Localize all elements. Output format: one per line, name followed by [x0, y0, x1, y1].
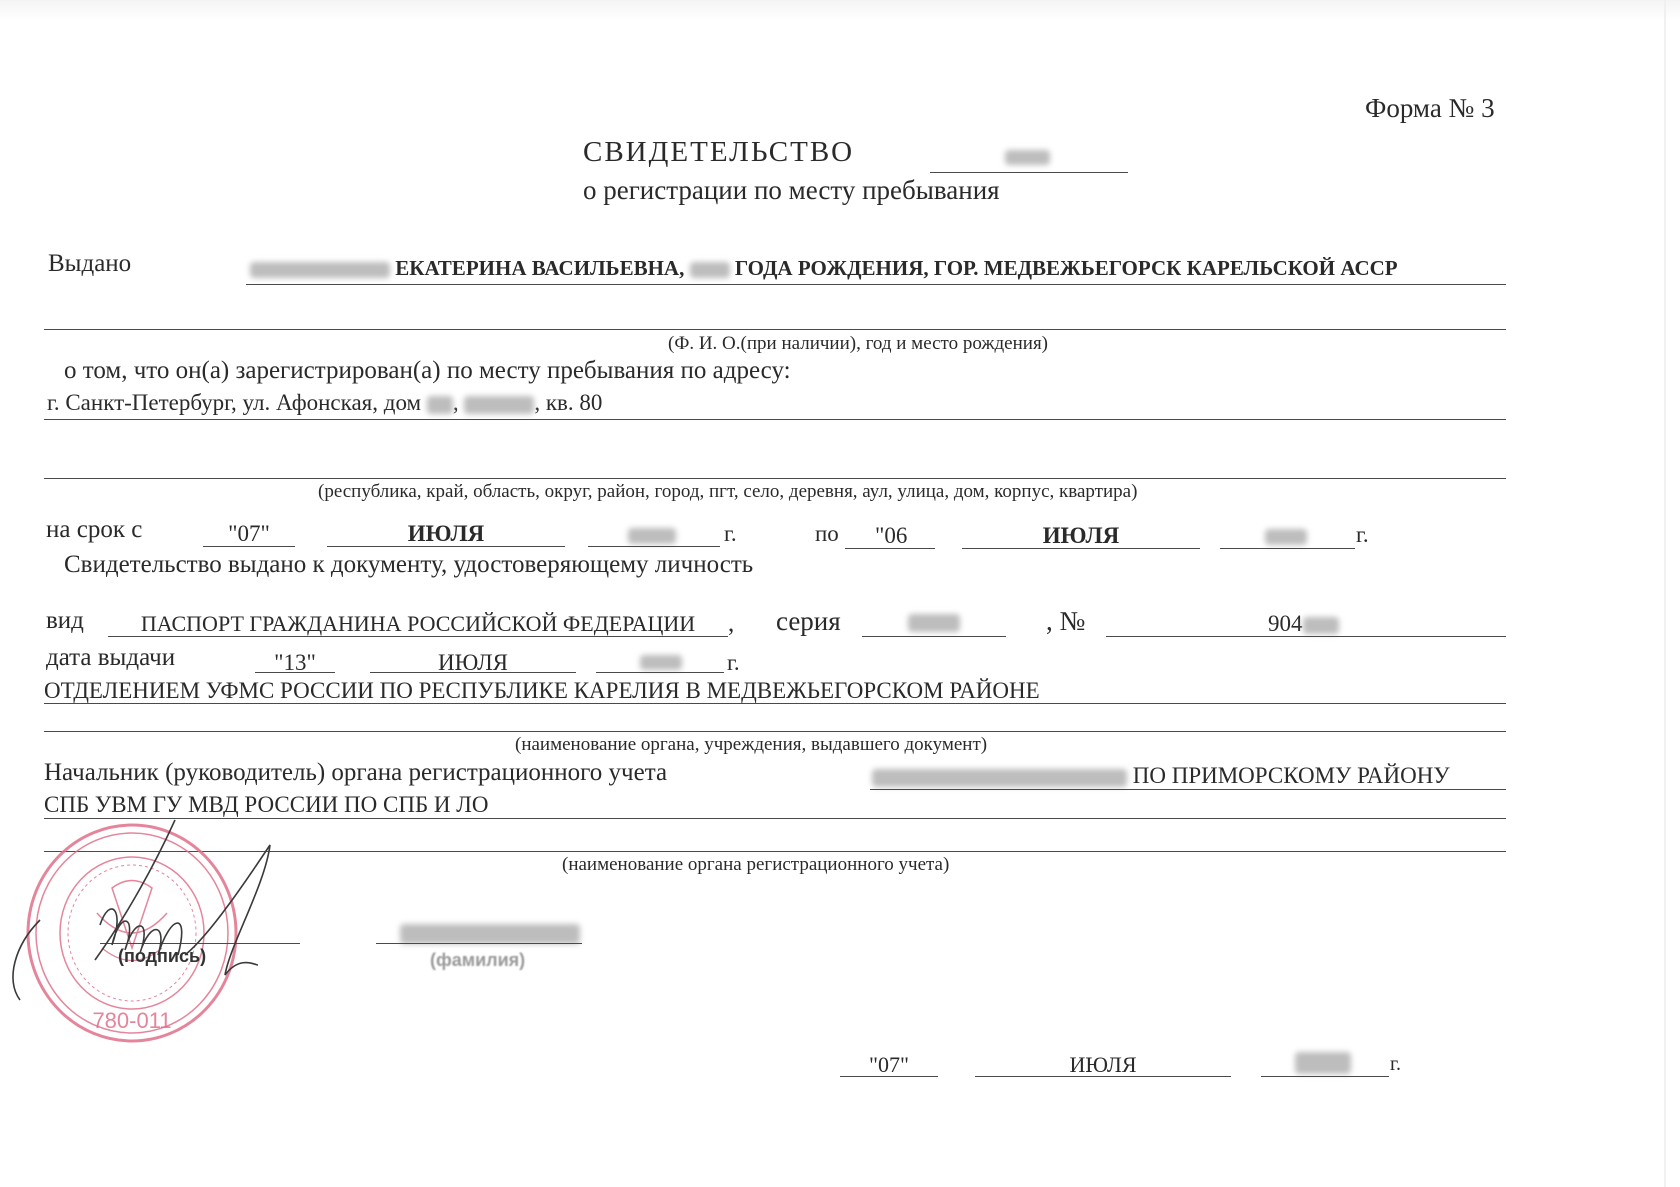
doc-type-label: вид: [46, 607, 84, 634]
issue-date-year-suffix: г.: [1390, 1053, 1401, 1075]
surname-caption: (фамилия): [430, 950, 526, 970]
issuer-caption: (наименование органа, учреждения, выдавшего документ): [515, 734, 988, 755]
svg-text:780-011: 780-011: [92, 1008, 172, 1033]
term-to-year-suffix: г.: [1356, 522, 1369, 547]
issued-to-caption: (Ф. И. О.(при наличии), год и место рождения): [668, 333, 1049, 354]
issue-date-month: ИЮЛЯ: [1069, 1052, 1137, 1077]
term-from-day-line: [203, 546, 295, 547]
term-label: на срок с: [46, 516, 143, 543]
scan-right-edge: [1664, 0, 1666, 1187]
address-caption: (республика, край, область, округ, район, город, пгт, село, деревня, аул, улица, дом, корпус, квартира): [318, 481, 1138, 502]
term-from-day: "07": [228, 521, 270, 546]
document-title: СВИДЕТЕЛЬСТВО: [583, 136, 855, 168]
doc-type-comma: ,: [728, 610, 735, 637]
number-redacted: [1303, 617, 1339, 634]
term-from-month-line: [327, 546, 565, 547]
scan-top-shade: [0, 0, 1680, 20]
issued-to-line-2: [44, 329, 1506, 330]
surname-redacted: [250, 262, 390, 278]
document-subtitle: о регистрации по месту пребывания: [583, 175, 1000, 205]
registration-statement: о том, что он(а) зарегистрирован(а) по месту пребывания по адресу:: [64, 357, 791, 384]
address-value: г. Санкт-Петербург, ул. Афонская, дом , , кв. 80: [47, 390, 603, 415]
address-line-2: [44, 478, 1506, 479]
issuer-value: ОТДЕЛЕНИЕМ УФМС РОССИИ ПО РЕСПУБЛИКЕ КАРЕЛИЯ В МЕДВЕЖЬЕГОРСКОМ РАЙОНЕ: [44, 678, 1040, 703]
term-to-label: по: [815, 521, 839, 546]
issue-date-year-line: [1261, 1076, 1389, 1077]
issue-date-day: "07": [869, 1052, 909, 1077]
issued-to-value: ЕКАТЕРИНА ВАСИЛЬЕВНА, ГОДА РОЖДЕНИЯ, ГОР. МЕДВЕЖЬЕГОРСК КАРЕЛЬСКОЙ АССР: [250, 256, 1398, 281]
address-line-1: [44, 419, 1506, 420]
series-redacted: [908, 614, 960, 632]
issuer-line-1: [44, 703, 1506, 704]
term-from-month: ИЮЛЯ: [407, 521, 485, 546]
building-redacted: [464, 396, 534, 414]
issue-year-line: [596, 672, 724, 673]
issue-day-line: [255, 672, 335, 673]
issue-year-redacted: [640, 653, 682, 671]
issue-date-year-redacted: [1295, 1052, 1351, 1074]
issue-year-suffix: г.: [727, 650, 740, 675]
doc-type-line: [108, 636, 728, 637]
term-to-year-redacted: [1265, 528, 1307, 546]
issue-month: ИЮЛЯ: [437, 650, 509, 675]
house-number-redacted: [427, 396, 453, 414]
number-line: [1106, 636, 1506, 637]
authority-caption: (наименование органа регистрационного учета): [562, 854, 950, 875]
surname-line: [376, 943, 582, 944]
number-value: 904: [1268, 611, 1339, 637]
certificate-number-redacted: [1005, 148, 1050, 166]
series-label: серия: [776, 606, 841, 636]
series-line: [862, 636, 1006, 637]
issuer-line-2: [44, 731, 1506, 732]
birth-year-redacted: [690, 262, 730, 278]
term-to-month: ИЮЛЯ: [1042, 523, 1120, 548]
term-from-year-suffix: г.: [724, 521, 737, 546]
authority-unit-redacted: [872, 769, 1127, 787]
term-to-year-line: [1220, 548, 1355, 549]
term-from-year-redacted: [628, 527, 676, 545]
issue-date-month-line: [975, 1076, 1231, 1077]
doc-type-value: ПАСПОРТ ГРАЖДАНИНА РОССИЙСКОЙ ФЕДЕРАЦИИ: [140, 611, 696, 636]
handwritten-signature-icon: [0, 815, 300, 1015]
issued-to-line-1: [246, 284, 1506, 285]
authority-value-2: СПБ УВМ ГУ МВД РОССИИ ПО СПБ И ЛО: [44, 792, 489, 817]
issue-date-label: дата выдачи: [46, 644, 176, 671]
term-from-year-line: [588, 546, 720, 547]
term-to-day: "06: [875, 523, 908, 548]
term-to-month-line: [962, 548, 1200, 549]
issue-day: "13": [274, 650, 316, 675]
issued-to-label: Выдано: [48, 250, 132, 277]
identity-statement: Свидетельство выдано к документу, удостоверяющему личность: [64, 551, 754, 578]
issue-month-line: [370, 672, 576, 673]
signature-caption: (подпись): [118, 946, 207, 966]
authority-line-1: [870, 789, 1506, 790]
certificate-number-line: [930, 172, 1128, 173]
surname-redacted: [400, 924, 580, 944]
form-number: Форма № 3: [1365, 93, 1495, 123]
number-label: , №: [1046, 606, 1086, 636]
authority-label: Начальник (руководитель) органа регистрационного учета: [44, 759, 668, 786]
authority-value-1: ПО ПРИМОРСКОМУ РАЙОНУ: [872, 763, 1450, 789]
issue-date-day-line: [840, 1076, 938, 1077]
term-to-day-line: [845, 548, 935, 549]
